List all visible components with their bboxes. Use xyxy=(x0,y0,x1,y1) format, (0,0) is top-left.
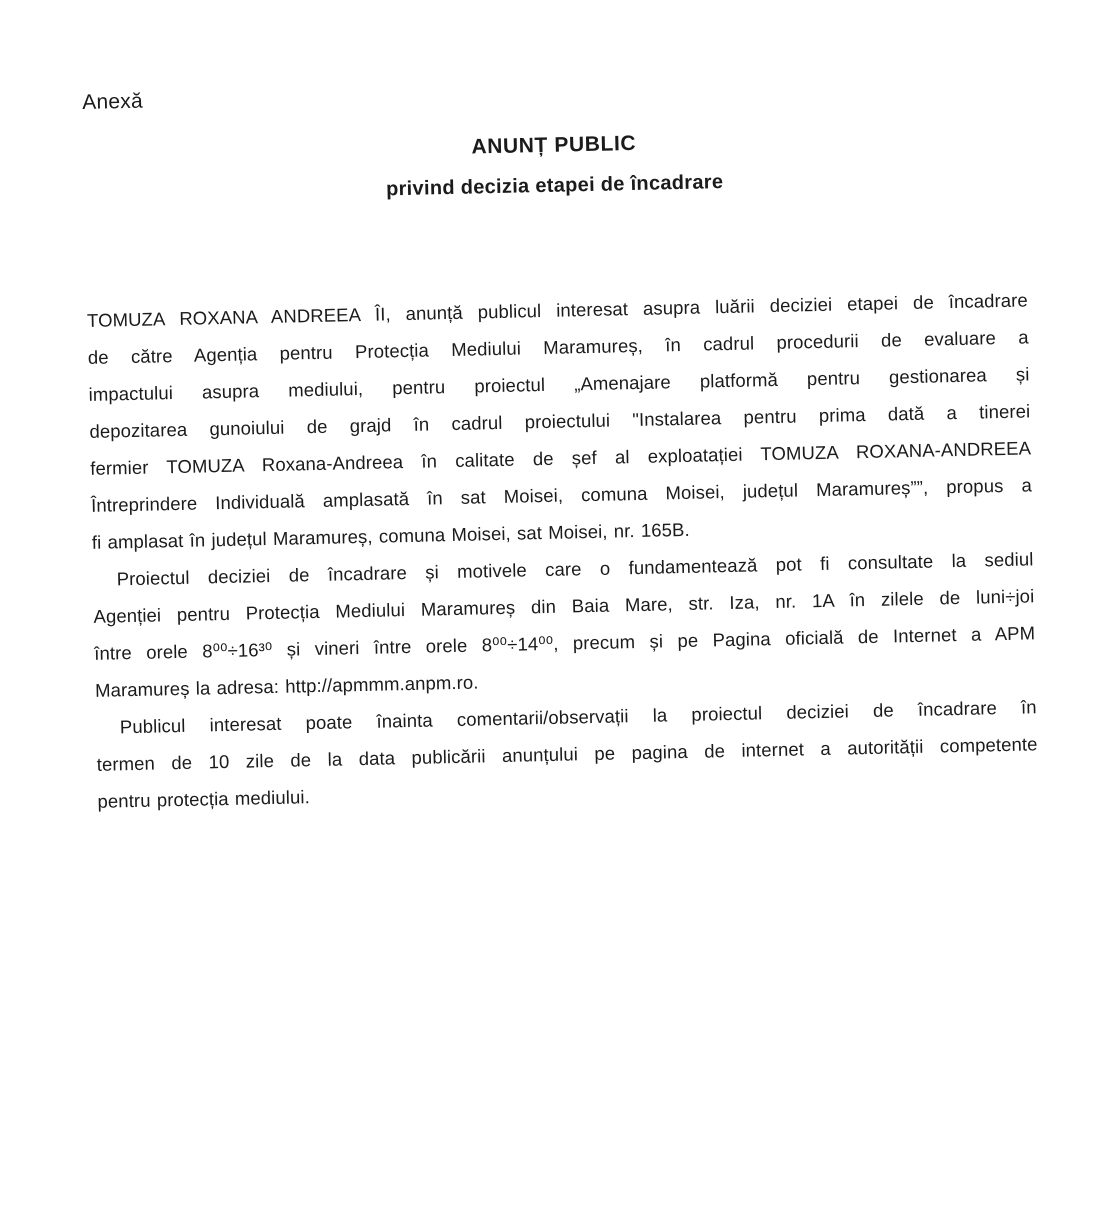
text-line: între orele 8⁰⁰÷16³⁰ și vineri între orele 8⁰⁰÷14⁰⁰, precum și pe Pagina oficială de Internet a APM xyxy=(94,622,1036,664)
text-line: Maramureș la adresa: http://apmmm.anpm.ro. xyxy=(94,671,479,701)
text-line: fermier TOMUZA Roxana-Andreea în calitate de șef al exploatației TOMUZA ROXANA-ANDREEA xyxy=(90,437,1032,479)
document-content xyxy=(82,69,1039,819)
text-line: TOMUZA ROXANA ANDREEA ÎI, anunță publicul interesat asupra luării deciziei etapei de încadrare xyxy=(86,289,1029,331)
document-body xyxy=(87,281,1039,819)
annex-label: Anexă xyxy=(82,89,144,114)
text-line: fi amplasat în județul Maramureș, comuna Moisei, sat Moisei, nr. 165B. xyxy=(91,518,690,553)
paragraph xyxy=(96,688,1039,820)
text-line: impactului asupra mediului, pentru proiectul „Amenajare platformă pentru gestionarea și xyxy=(88,363,1030,405)
paragraph xyxy=(87,281,1033,560)
document-title: ANUNȚ PUBLIC xyxy=(471,131,637,159)
text-line: depozitarea gunoiului de grajd în cadrul proiectului "Instalarea pentru prima dată a tinerei xyxy=(89,400,1031,442)
paragraph xyxy=(92,540,1036,708)
text-line: de către Agenția pentru Protecția Mediului Maramureș, în cadrul procedurii de evaluare a xyxy=(87,326,1029,368)
document-subtitle: privind decizia etapei de încadrare xyxy=(385,171,724,201)
text-line: Proiectul deciziei de încadrare și motivele care o fundamentează pot fi consultate la sediul xyxy=(116,548,1034,590)
text-line: Agenției pentru Protecția Mediului Maramureș din Baia Mare, str. Iza, nr. 1A în zilele de luni÷joi xyxy=(93,585,1035,627)
text-line: Publicul interesat poate înainta comentarii/observații la proiectul deciziei de încadrare în xyxy=(119,696,1037,738)
text-line: pentru protecția mediului. xyxy=(97,786,311,812)
text-line: Întreprindere Individuală amplasată în sat Moisei, comuna Moisei, județul Maramureș””, propus a xyxy=(90,474,1033,516)
text-line: termen de 10 zile de la data publicării anunțului pe pagina de internet a autorității competente xyxy=(96,733,1038,775)
